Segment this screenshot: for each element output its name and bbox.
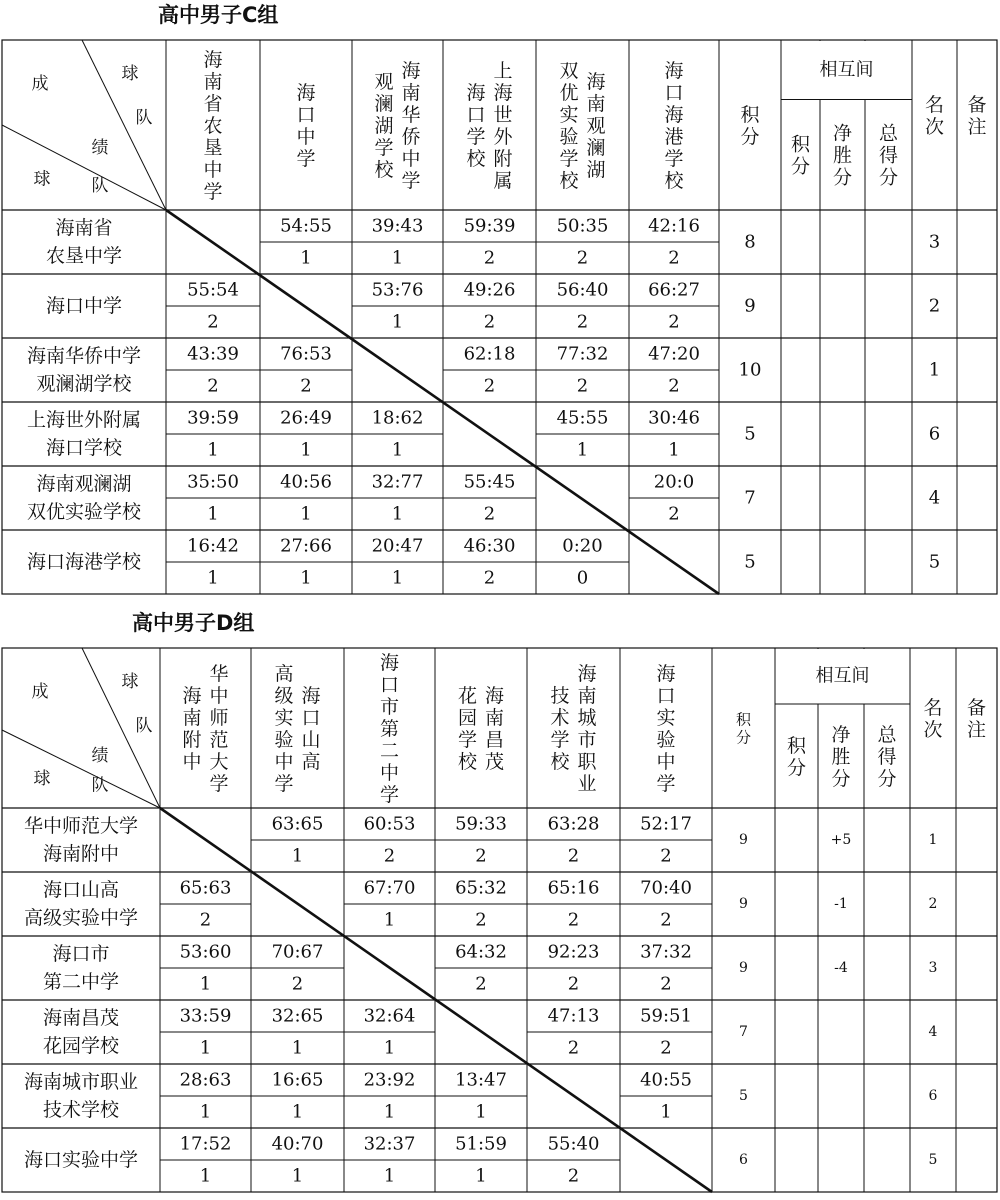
match-points-cell: 2 — [291, 973, 304, 995]
rank-cell: 3 — [928, 231, 941, 253]
total-points-cell: 5 — [739, 1088, 748, 1104]
score-cell: 55:54 — [187, 279, 239, 301]
rank-cell: 2 — [928, 896, 938, 912]
match-points-cell: 0 — [576, 567, 589, 589]
match-points-cell: 2 — [475, 973, 487, 995]
match-points-cell: 1 — [291, 1101, 304, 1123]
match-points-cell: 2 — [483, 503, 496, 525]
team-column-header-0-line-1: 海南附中 — [182, 684, 202, 773]
mutual-points-header-line-0: 积分 — [790, 133, 811, 178]
team-column-header-2-line-0: 海南华侨中学 — [401, 59, 421, 192]
team-column-header-1-line-0: 海口中学 — [296, 81, 316, 170]
corner-label-result-1: 成 — [31, 74, 49, 94]
match-points-cell: 2 — [668, 247, 680, 269]
match-points-cell: 2 — [567, 1165, 580, 1187]
rank-header-line-0: 名次 — [924, 93, 945, 138]
row-team-name-line-2: 双优实验学校 — [26, 501, 142, 523]
score-cell: 43:39 — [187, 343, 239, 365]
team-column-header-3-line-1: 花园学校 — [457, 684, 478, 773]
team-column-header-5-line-0: 海口海港学校 — [664, 59, 684, 192]
score-cell: 50:35 — [556, 215, 609, 237]
match-points-cell: 1 — [207, 503, 219, 525]
total-points-cell: 9 — [739, 896, 748, 912]
rank-cell: 4 — [928, 487, 941, 509]
team-column-header-1-line-1: 高级实验中学 — [274, 662, 294, 795]
score-cell: 39:59 — [187, 407, 239, 429]
table-c-title: 高中男子C组 — [158, 3, 279, 27]
match-points-cell: 1 — [391, 439, 404, 461]
match-points-cell: 1 — [391, 567, 404, 589]
score-cell: 63:65 — [271, 813, 324, 835]
row-team-name-line-2: 农垦中学 — [45, 245, 123, 267]
row-team-name-line-2: 花园学校 — [42, 1035, 120, 1057]
score-cell: 53:60 — [179, 941, 232, 963]
match-points-cell: 2 — [668, 503, 680, 525]
team-column-header-3-line-1: 海口学校 — [466, 81, 486, 170]
score-cell: 47:20 — [648, 343, 700, 365]
match-points-cell: 1 — [668, 439, 680, 461]
total-points-cell: 7 — [739, 1024, 748, 1040]
score-cell: 60:53 — [363, 813, 416, 835]
match-points-cell: 2 — [475, 909, 487, 931]
corner-label-team-row-2: 队 — [91, 176, 109, 197]
total-points-cell: 6 — [739, 1152, 748, 1168]
score-cell: 66:27 — [648, 279, 700, 301]
match-points-cell: 2 — [483, 567, 496, 589]
match-points-cell: 1 — [391, 311, 404, 333]
mutual-header: 相互间 — [815, 665, 870, 687]
team-column-header-2-line-1: 观澜湖学校 — [374, 70, 394, 181]
score-cell: 47:13 — [547, 1005, 600, 1027]
match-points-cell: 1 — [300, 247, 312, 269]
corner-label-team-2: 队 — [135, 716, 153, 736]
match-points-cell: 1 — [383, 1037, 396, 1059]
row-team-name: 海口中学 — [45, 295, 123, 317]
score-cell: 16:42 — [187, 535, 239, 557]
match-points-cell: 1 — [475, 1101, 487, 1123]
team-column-header-3-line-0: 海南昌茂 — [484, 684, 505, 773]
match-points-cell: 1 — [300, 567, 312, 589]
score-cell: 13:47 — [455, 1069, 507, 1091]
score-cell: 32:64 — [363, 1005, 416, 1027]
score-cell: 55:40 — [547, 1133, 600, 1155]
row-team-name-line-2: 海南附中 — [42, 843, 120, 865]
team-column-header-2-line-0: 海口市第二中学 — [379, 651, 400, 806]
mutual-total-header-line-0: 总得分 — [878, 122, 899, 189]
corner-label-result-1: 成 — [31, 682, 49, 702]
score-cell: 23:92 — [363, 1069, 416, 1091]
score-cell: 65:63 — [179, 877, 232, 899]
score-cell: 51:59 — [455, 1133, 507, 1155]
score-cell: 49:26 — [463, 279, 516, 301]
score-cell: 59:51 — [640, 1005, 692, 1027]
score-cell: 77:32 — [556, 343, 609, 365]
total-points-cell: 9 — [744, 295, 756, 317]
score-cell: 55:45 — [463, 471, 516, 493]
rank-cell: 5 — [928, 551, 941, 573]
score-cell: 46:30 — [463, 535, 516, 557]
mutual-points-header-line-0: 积分 — [786, 734, 807, 779]
score-cell: 32:77 — [371, 471, 424, 493]
score-cell: 18:62 — [371, 407, 424, 429]
match-points-cell: 1 — [207, 439, 219, 461]
match-points-cell: 1 — [199, 1165, 212, 1187]
team-column-header-0-line-0: 华中师范大学 — [209, 662, 229, 795]
match-points-cell: 2 — [567, 845, 580, 867]
total-points-cell: 10 — [738, 359, 762, 381]
total-points-cell: 9 — [739, 960, 748, 976]
rank-cell: 3 — [928, 960, 938, 976]
points-header-line-0: 积分 — [740, 103, 760, 148]
row-team-name-line-2: 高级实验中学 — [23, 907, 139, 929]
total-points-cell: 9 — [739, 832, 748, 848]
match-points-cell: 2 — [483, 311, 496, 333]
match-points-cell: 2 — [567, 1037, 580, 1059]
match-points-cell: 1 — [576, 439, 589, 461]
row-team-name-line-1: 海南城市职业 — [23, 1071, 139, 1093]
match-points-cell: 2 — [199, 909, 212, 931]
match-points-cell: 2 — [668, 375, 680, 397]
row-team-name-line-2: 海口学校 — [45, 437, 123, 459]
score-cell: 54:55 — [280, 215, 332, 237]
score-cell: 64:32 — [455, 941, 507, 963]
rank-cell: 4 — [928, 1024, 938, 1040]
score-cell: 59:33 — [455, 813, 507, 835]
score-cell: 35:50 — [187, 471, 239, 493]
match-points-cell: 2 — [660, 845, 672, 867]
mutual-header: 相互间 — [819, 59, 874, 81]
team-column-header-3-line-0: 上海世外附属 — [493, 59, 513, 192]
score-cell: 37:32 — [640, 941, 692, 963]
row-team-name-line-1: 海南观澜湖 — [36, 473, 132, 495]
mutual-net-cell: -4 — [834, 960, 848, 976]
match-points-cell: 2 — [567, 909, 580, 931]
remark-header-line-0: 备注 — [966, 696, 987, 741]
score-cell: 53:76 — [371, 279, 424, 301]
row-team-name-line-1: 上海世外附属 — [26, 409, 142, 431]
score-cell: 76:53 — [280, 343, 332, 365]
match-points-cell: 2 — [207, 375, 219, 397]
score-cell: 33:59 — [179, 1005, 232, 1027]
team-column-header-1-line-0: 海口山高 — [301, 684, 321, 773]
score-cell: 70:67 — [271, 941, 324, 963]
row-team-name: 海口实验中学 — [23, 1149, 139, 1171]
team-column-header-5-line-0: 海口实验中学 — [656, 662, 676, 795]
rank-cell: 6 — [928, 1088, 938, 1104]
match-points-cell: 1 — [383, 909, 396, 931]
row-team-name-line-2: 第二中学 — [42, 971, 120, 993]
score-cell: 63:28 — [547, 813, 600, 835]
score-cell: 40:70 — [271, 1133, 324, 1155]
rank-cell: 5 — [928, 1152, 938, 1168]
row-team-name-line-1: 海南华侨中学 — [26, 345, 142, 367]
team-column-header-4-line-1: 双优实验学校 — [559, 59, 579, 192]
remark-header-line-0: 备注 — [967, 93, 987, 138]
team-column-header-4-line-0: 海南城市职业 — [577, 662, 597, 795]
score-cell: 62:18 — [463, 343, 516, 365]
match-points-cell: 1 — [199, 1101, 212, 1123]
match-points-cell: 1 — [291, 1165, 304, 1187]
mutual-net-cell: +5 — [830, 832, 852, 848]
score-cell: 56:40 — [556, 279, 609, 301]
score-cell: 27:66 — [280, 535, 332, 557]
rank-cell: 1 — [928, 359, 941, 381]
total-points-cell: 5 — [744, 551, 756, 573]
match-points-cell: 2 — [483, 247, 496, 269]
score-cell: 26:49 — [280, 407, 332, 429]
rank-cell: 6 — [928, 423, 941, 445]
score-cell: 30:46 — [648, 407, 700, 429]
row-team-name: 海口海港学校 — [26, 551, 142, 573]
corner-label-team-2: 队 — [135, 108, 153, 128]
score-cell: 70:40 — [640, 877, 692, 899]
score-cell: 32:65 — [271, 1005, 324, 1027]
match-points-cell: 1 — [291, 845, 304, 867]
score-cell: 40:56 — [280, 471, 332, 493]
row-team-name-line-1: 海口市 — [52, 943, 110, 965]
row-team-name-line-1: 海南省 — [55, 217, 113, 239]
score-cell: 28:63 — [179, 1069, 232, 1091]
match-points-cell: 2 — [668, 311, 680, 333]
match-points-cell: 1 — [291, 1037, 304, 1059]
corner-label-team-row-1: 球 — [33, 769, 51, 790]
match-points-cell: 2 — [576, 375, 589, 397]
match-points-cell: 1 — [207, 567, 219, 589]
score-cell: 45:55 — [556, 407, 609, 429]
score-cell: 40:55 — [640, 1069, 692, 1091]
match-points-cell: 1 — [391, 503, 404, 525]
match-points-cell: 1 — [660, 1101, 672, 1123]
match-points-cell: 2 — [660, 1037, 672, 1059]
score-cell: 16:65 — [271, 1069, 324, 1091]
points-header-line-0: 积分 — [735, 710, 752, 747]
row-team-name-line-2: 观澜湖学校 — [36, 373, 132, 395]
score-cell: 67:70 — [363, 877, 416, 899]
match-points-cell: 1 — [391, 247, 404, 269]
score-cell: 32:37 — [363, 1133, 416, 1155]
match-points-cell: 1 — [199, 1037, 212, 1059]
total-points-cell: 7 — [744, 487, 756, 509]
match-points-cell: 2 — [300, 375, 312, 397]
score-cell: 65:32 — [455, 877, 507, 899]
mutual-net-header-line-0: 净胜分 — [832, 122, 853, 189]
total-points-cell: 5 — [744, 423, 756, 445]
score-cell: 20:0 — [653, 471, 695, 493]
corner-label-team-1: 球 — [121, 64, 139, 84]
team-column-header-0-line-0: 海南省农垦中学 — [203, 48, 223, 203]
score-cell: 39:43 — [371, 215, 424, 237]
team-column-header-4-line-1: 技术学校 — [550, 684, 570, 773]
match-points-cell: 2 — [660, 973, 672, 995]
match-points-cell: 2 — [567, 973, 580, 995]
row-team-name-line-2: 技术学校 — [42, 1099, 120, 1121]
match-points-cell: 2 — [576, 311, 589, 333]
match-points-cell: 2 — [383, 845, 396, 867]
rank-cell: 2 — [928, 295, 941, 317]
mutual-total-header-line-0: 总得分 — [877, 723, 897, 790]
score-cell: 92:23 — [547, 941, 600, 963]
rank-cell: 1 — [928, 832, 938, 848]
score-cell: 0:20 — [562, 535, 603, 557]
match-points-cell: 2 — [576, 247, 589, 269]
row-team-name-line-1: 海南昌茂 — [42, 1007, 120, 1029]
team-column-header-4-line-0: 海南观澜湖 — [586, 70, 606, 181]
mutual-net-header-line-0: 净胜分 — [831, 723, 851, 790]
match-points-cell: 1 — [300, 503, 312, 525]
corner-label-team-row-1: 球 — [33, 169, 51, 190]
match-points-cell: 1 — [199, 973, 212, 995]
corner-label-team-row-2: 队 — [91, 775, 109, 796]
score-cell: 59:39 — [463, 215, 516, 237]
table-d-title: 高中男子D组 — [132, 611, 255, 635]
row-team-name-line-1: 华中师范大学 — [23, 815, 139, 837]
score-cell: 20:47 — [371, 535, 424, 557]
match-points-cell: 1 — [383, 1165, 396, 1187]
row-team-name-line-1: 海口山高 — [42, 879, 120, 901]
corner-label-result-2: 绩 — [91, 746, 109, 766]
total-points-cell: 8 — [744, 231, 756, 253]
rank-header-line-0: 名次 — [923, 696, 943, 741]
match-points-cell: 2 — [660, 909, 672, 931]
match-points-cell: 2 — [475, 845, 487, 867]
corner-label-team-1: 球 — [121, 672, 139, 692]
corner-diagonal-2 — [2, 730, 160, 808]
score-cell: 65:16 — [547, 877, 600, 899]
score-cell: 42:16 — [648, 215, 700, 237]
match-points-cell: 1 — [383, 1101, 396, 1123]
match-points-cell: 1 — [475, 1165, 487, 1187]
score-cell: 52:17 — [640, 813, 692, 835]
mutual-net-cell: -1 — [834, 896, 848, 912]
corner-label-result-2: 绩 — [91, 138, 109, 158]
match-points-cell: 1 — [300, 439, 312, 461]
match-points-cell: 2 — [207, 311, 219, 333]
score-cell: 17:52 — [179, 1133, 232, 1155]
match-points-cell: 2 — [483, 375, 496, 397]
